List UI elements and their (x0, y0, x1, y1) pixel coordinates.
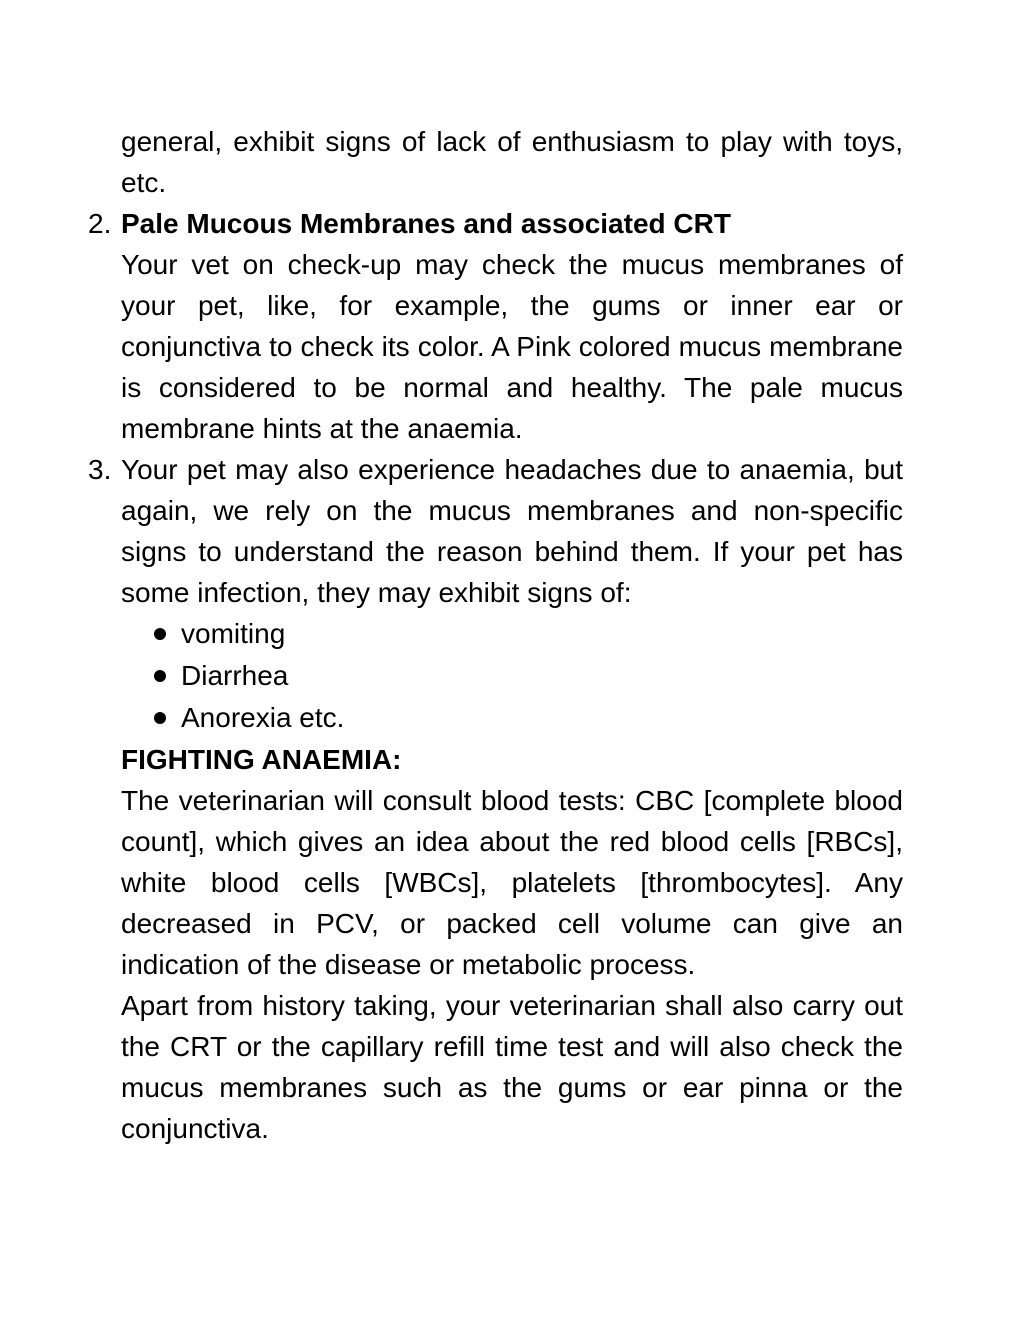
list-number-3: 3. (88, 454, 112, 485)
bullet-item (121, 697, 903, 739)
bullet-text: Anorexia etc. (181, 702, 345, 733)
bullet-item (121, 655, 903, 697)
list-item-2 (88, 203, 903, 449)
section-heading: FIGHTING ANAEMIA: (121, 744, 402, 775)
blood-tests-paragraph: The veterinarian will consult blood tests: CBC [complete blood count], which gives an idea about the red blood cells [RBCs], white blood cells [WBCs], platelets [thrombocytes]. Any decreased in PCV, or packed cell volume can give an indication of the disease or metabolic process. (121, 785, 903, 980)
list-number-2: 2. (88, 208, 112, 239)
bullet-text: vomiting (181, 618, 286, 649)
continuation-paragraph: general, exhibit signs of lack of enthusiasm to play with toys, etc. (121, 126, 903, 198)
item-3-body: Your pet may also experience headaches due to anaemia, but again, we rely on the mucus membranes and non-specific signs to understand the reason behind them. If your pet has some infection, they may exhibit signs of: (121, 454, 903, 608)
bullet-item (121, 613, 903, 655)
item-2-heading: Pale Mucous Membranes and associated CRT (121, 208, 731, 239)
crt-paragraph: Apart from history taking, your veterinarian shall also carry out the CRT or the capillary refill time test and will also check the mucus membranes such as the gums or ear pinna or the conjunctiva. (121, 990, 903, 1144)
bullet-icon (154, 628, 166, 640)
list-item-3 (88, 449, 903, 739)
symptom-bullet-list (121, 613, 903, 739)
item-2-body: Your vet on check-up may check the mucus membranes of your pet, like, for example, the gums or inner ear or conjunctiva to check its color. A Pink colored mucus membrane is considered to be normal and healthy. The pale mucus membrane hints at the anaemia. (121, 249, 903, 444)
document-content (88, 121, 903, 1149)
bullet-icon (154, 670, 166, 682)
bullet-text: Diarrhea (181, 660, 289, 691)
bullet-icon (154, 712, 166, 724)
